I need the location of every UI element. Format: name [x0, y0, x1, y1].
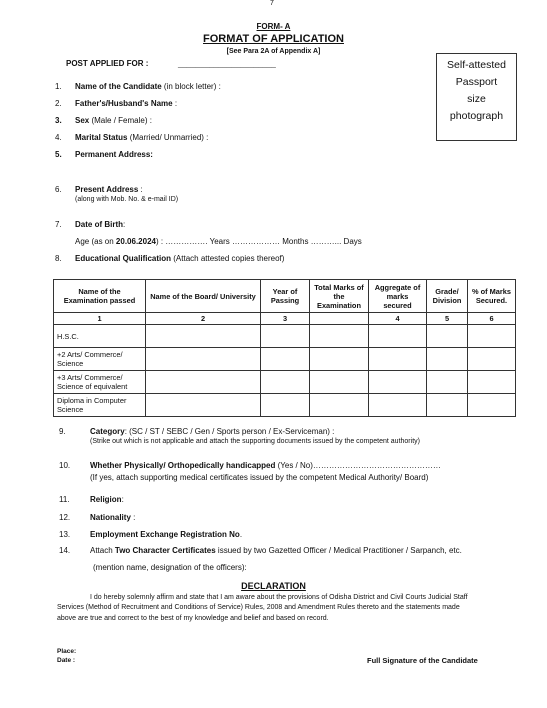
- form-label: FORM- A: [256, 22, 291, 31]
- dob-label: Date of Birth: [75, 220, 123, 229]
- exam-name-cell: +2 Arts/ Commerce/ Science: [54, 348, 146, 371]
- index-cell: 3: [261, 313, 310, 325]
- total-marks-cell[interactable]: [310, 348, 369, 371]
- table-header: Grade/ Division: [427, 280, 468, 313]
- para-reference: [See Para 2A of Appendix A]: [226, 48, 321, 55]
- board-cell[interactable]: [146, 348, 261, 371]
- table-header: Aggregate of marks secured: [369, 280, 427, 313]
- table-row: [54, 348, 516, 371]
- sex-label: Sex: [75, 116, 90, 125]
- field-nationality: 12. Nationality :: [59, 513, 136, 522]
- category-note: (Strike out which is not applicable and attach the supporting documents issued by the competent authority): [90, 438, 420, 445]
- father-name-label: Father's/Husband's Name: [75, 99, 173, 108]
- photo-box: [436, 53, 517, 141]
- percent-cell[interactable]: [468, 394, 516, 417]
- photo-line-1: Self-attested: [447, 59, 506, 71]
- total-marks-cell[interactable]: [310, 394, 369, 417]
- table-header-row: [54, 280, 516, 313]
- aggregate-cell[interactable]: [369, 371, 427, 394]
- declaration-line-2: Services (Method of Recruitment and Conditions of Service) Rules, 2008 and Amendment Rules thereto and the statements made: [57, 604, 460, 611]
- table-row: [54, 371, 516, 394]
- field-permanent-address: 5. Permanent Address:: [55, 150, 153, 159]
- year-cell[interactable]: [261, 394, 310, 417]
- photo-line-3: size: [467, 93, 486, 105]
- grade-cell[interactable]: [427, 348, 468, 371]
- photo-line-4: photograph: [449, 110, 504, 122]
- declaration-line-3: above are true and correct to the best of my knowledge and belief and based on record.: [57, 615, 329, 622]
- date-label: Date :: [57, 657, 76, 664]
- exam-name-cell: H.S.C.: [54, 325, 146, 348]
- declaration-title: DECLARATION: [241, 581, 306, 591]
- page-title: FORMAT OF APPLICATION: [203, 33, 344, 45]
- religion-label: Religion: [90, 495, 122, 504]
- index-cell: 5: [427, 313, 468, 325]
- table-header: % of Marks Secured.: [468, 280, 516, 313]
- percent-cell[interactable]: [468, 371, 516, 394]
- field-marital-status: 4. Marital Status (Married/ Unmarried) :: [55, 133, 209, 142]
- permanent-address-label: Permanent Address:: [75, 150, 153, 159]
- place-label: Place:: [57, 648, 77, 655]
- officers-note: (mention name, designation of the officers):: [93, 563, 247, 572]
- page-number: 7: [270, 0, 274, 7]
- aggregate-cell[interactable]: [369, 348, 427, 371]
- marital-status-label: Marital Status: [75, 133, 128, 142]
- total-marks-cell[interactable]: [310, 325, 369, 348]
- present-address-note: (along with Mob. No. & e-mail ID): [75, 196, 179, 203]
- year-cell[interactable]: [261, 348, 310, 371]
- character-certificates-label: Two Character Certificates: [114, 546, 216, 555]
- field-employment-exchange: 13. Employment Exchange Registration No.: [59, 530, 243, 539]
- age-line: Age (as on 20.06.2024) : ……………. Years ……………… Months ………... Days: [75, 237, 362, 246]
- employment-exchange-label: Employment Exchange Registration No: [90, 530, 240, 539]
- field-category: 9. Category: (SC / ST / SEBC / Gen / Sports person / Ex-Serviceman) :: [59, 427, 335, 436]
- handicapped-note: (If yes, attach supporting medical certificates issued by the competent Medical Authority/ Board): [90, 473, 429, 482]
- qualification-table: [53, 279, 516, 417]
- percent-cell[interactable]: [468, 325, 516, 348]
- exam-name-cell: Diploma in Computer Science: [54, 394, 146, 417]
- field-religion: 11. Religion:: [59, 495, 124, 504]
- post-applied-blank[interactable]: ______________________: [178, 59, 276, 68]
- declaration-line-1: I do hereby solemnly affirm and state that I am aware about the provisions of Odisha District and Civil Courts Judicial Staff: [90, 594, 468, 601]
- year-cell[interactable]: [261, 325, 310, 348]
- board-cell[interactable]: [146, 371, 261, 394]
- table-header: Name of the Examination passed: [54, 280, 146, 313]
- table-header: Total Marks of the Examination: [310, 280, 369, 313]
- index-cell: 1: [54, 313, 146, 325]
- grade-cell[interactable]: [427, 394, 468, 417]
- aggregate-cell[interactable]: [369, 394, 427, 417]
- handicapped-label: Whether Physically/ Orthopedically handicapped: [90, 461, 276, 470]
- index-cell: 2: [146, 313, 261, 325]
- table-index-row: [54, 313, 516, 325]
- signature-label: Full Signature of the Candidate: [367, 656, 478, 665]
- grade-cell[interactable]: [427, 371, 468, 394]
- field-present-address: 6. Present Address :: [55, 185, 143, 194]
- field-character-certificates: 14. Attach Two Character Certificates issued by two Gazetted Officer / Medical Practitioner / Sarpanch, etc.: [59, 546, 462, 555]
- field-candidate-name: 1. Name of the Candidate (in block letter) :: [55, 82, 221, 91]
- board-cell[interactable]: [146, 394, 261, 417]
- photo-line-2: Passport: [455, 76, 498, 88]
- candidate-name-label: Name of the Candidate: [75, 82, 162, 91]
- education-label: Educational Qualification: [75, 254, 172, 263]
- post-applied-label: POST APPLIED FOR :: [66, 59, 149, 68]
- present-address-label: Present Address: [75, 185, 139, 194]
- aggregate-cell[interactable]: [369, 325, 427, 348]
- field-sex: 3. Sex (Male / Female) :: [55, 116, 152, 125]
- percent-cell[interactable]: [468, 348, 516, 371]
- age-date: 20.06.2024: [115, 237, 156, 246]
- nationality-label: Nationality: [90, 513, 131, 522]
- index-cell: [310, 313, 369, 325]
- field-handicapped: 10. Whether Physically/ Orthopedically handicapped (Yes / No)…………………………………………: [59, 461, 441, 470]
- table-row: [54, 394, 516, 417]
- table-header: Name of the Board/ University: [146, 280, 261, 313]
- table-header: Year of Passing: [261, 280, 310, 313]
- field-date-of-birth: 7. Date of Birth:: [55, 220, 126, 229]
- total-marks-cell[interactable]: [310, 371, 369, 394]
- category-label: Category: [90, 427, 125, 436]
- field-father-name: 2. Father's/Husband's Name :: [55, 99, 178, 108]
- table-row: [54, 325, 516, 348]
- board-cell[interactable]: [146, 325, 261, 348]
- field-education: 8. Educational Qualification (Attach attested copies thereof): [55, 254, 285, 263]
- year-cell[interactable]: [261, 371, 310, 394]
- index-cell: 4: [369, 313, 427, 325]
- exam-name-cell: +3 Arts/ Commerce/ Science of equivalent: [54, 371, 146, 394]
- index-cell: 6: [468, 313, 516, 325]
- grade-cell[interactable]: [427, 325, 468, 348]
